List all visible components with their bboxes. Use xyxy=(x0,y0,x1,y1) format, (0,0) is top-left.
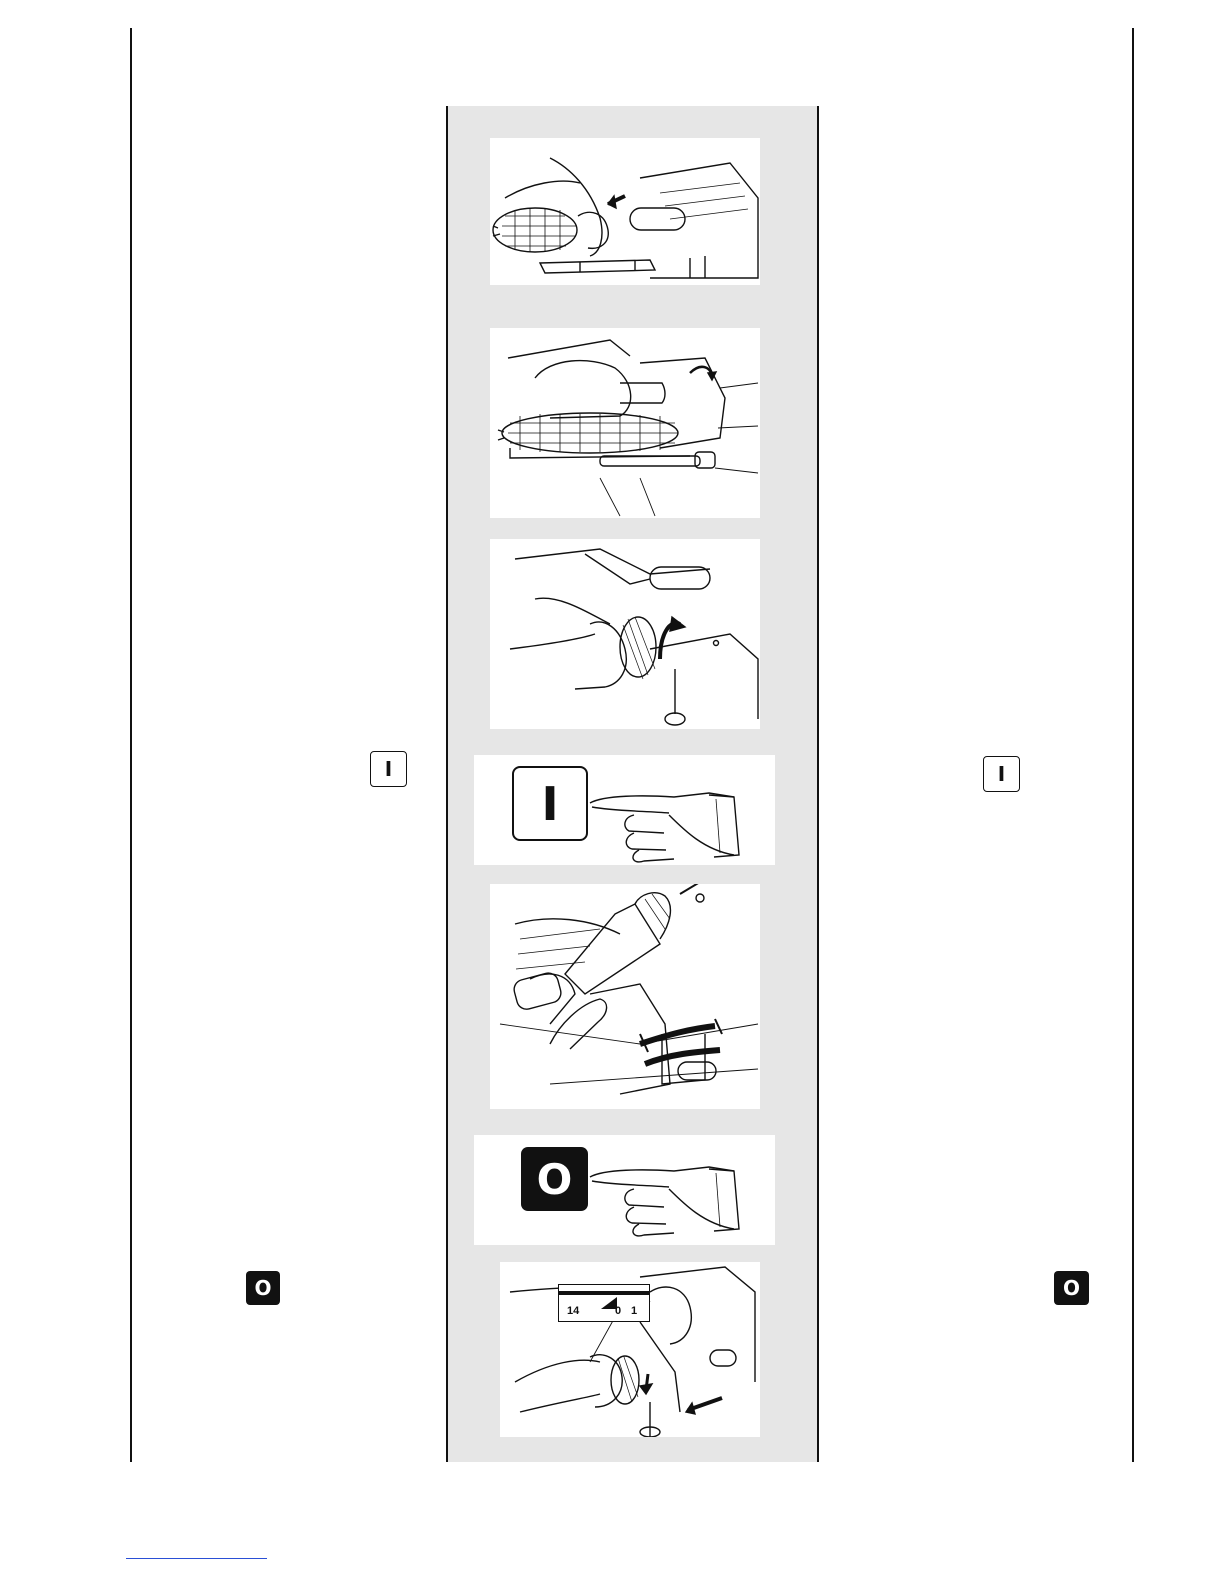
slice-figure xyxy=(490,884,760,1109)
clamp-product-figure xyxy=(490,328,760,518)
press-start-figure xyxy=(474,755,775,865)
stop-symbol-right-icon: O xyxy=(1054,1271,1089,1305)
start-symbol-left-icon: I xyxy=(370,751,407,787)
footer-rule xyxy=(126,1558,267,1559)
press-stop-figure xyxy=(474,1135,775,1245)
scale-label-one: 1 xyxy=(631,1305,638,1317)
right-column-rule xyxy=(1132,28,1134,1462)
start-button-icon: I xyxy=(512,766,588,841)
set-thickness-figure xyxy=(490,539,760,729)
scale-label-left: 14 xyxy=(567,1305,580,1317)
start-symbol-right-icon: I xyxy=(983,756,1020,792)
stop-button-icon: O xyxy=(521,1147,588,1211)
left-column-rule xyxy=(130,28,132,1462)
scale-label-zero: 0 xyxy=(615,1305,622,1317)
thickness-scale-inset xyxy=(558,1284,650,1322)
stop-symbol-left-icon: O xyxy=(246,1271,280,1305)
reset-thickness-figure xyxy=(500,1262,760,1437)
scale-bar xyxy=(559,1291,649,1295)
load-product-figure xyxy=(490,138,760,285)
